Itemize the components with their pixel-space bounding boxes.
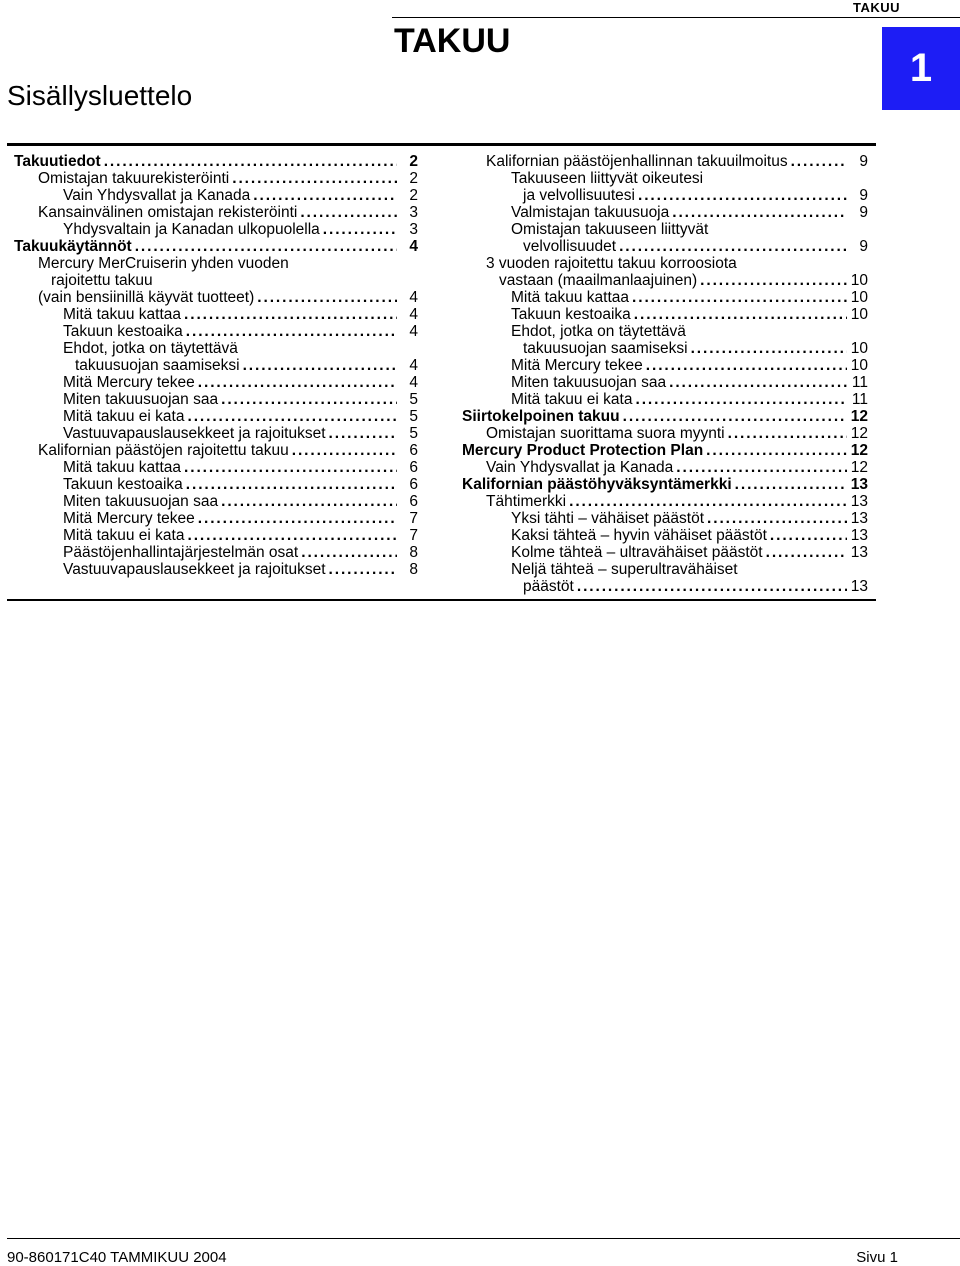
toc-entry-title: Takuuseen liittyvät oikeutesi	[511, 170, 704, 187]
toc-entry-page: 13	[850, 476, 868, 493]
toc-entry[interactable]	[14, 459, 418, 476]
toc-leader-dots	[186, 323, 397, 340]
toc-entry[interactable]	[14, 153, 418, 170]
toc-entry[interactable]	[462, 357, 868, 374]
toc-leader-dots	[221, 493, 397, 510]
toc-entry[interactable]	[462, 204, 868, 221]
toc-entry[interactable]	[462, 425, 868, 442]
footer-document-code: 90-860171C40 TAMMIKUU 2004	[7, 1249, 227, 1266]
toc-entry-title: takuusuojan saamiseksi	[75, 357, 240, 374]
toc-entry-page: 8	[409, 544, 418, 561]
toc-entry[interactable]	[462, 442, 868, 459]
toc-entry[interactable]	[462, 187, 868, 204]
toc-entry-page: 6	[409, 476, 418, 493]
toc-leader-dots	[301, 544, 397, 561]
toc-leader-dots	[707, 510, 847, 527]
toc-entry[interactable]	[14, 493, 418, 510]
toc-entry-page: 4	[409, 374, 418, 391]
toc-entry-title: Mercury MerCruiserin yhden vuoden	[38, 255, 289, 272]
toc-entry-page: 11	[851, 391, 868, 408]
document-title: TAKUU	[394, 22, 511, 60]
footer-page-number: Sivu 1	[856, 1249, 898, 1266]
toc-entry[interactable]	[14, 510, 418, 527]
toc-entry-page: 12	[850, 459, 868, 476]
toc-entry[interactable]	[14, 221, 418, 238]
toc-entry-page: 9	[859, 204, 868, 221]
toc-entry[interactable]	[462, 153, 868, 170]
toc-entry-title: Vain Yhdysvallat ja Kanada	[486, 459, 674, 476]
toc-entry[interactable]	[462, 544, 868, 561]
toc-entry-title: Omistajan takuurekisteröinti	[38, 170, 230, 187]
toc-leader-dots	[619, 238, 847, 255]
toc-leader-dots	[770, 527, 847, 544]
toc-entry-title: Mitä Mercury tekee	[63, 374, 195, 391]
toc-entry[interactable]	[462, 170, 868, 187]
toc-entry-page: 10	[850, 340, 868, 357]
toc-leader-dots	[232, 170, 397, 187]
toc-entry[interactable]	[14, 561, 418, 578]
toc-leader-dots	[187, 408, 397, 425]
toc-entry-title: velvollisuudet	[523, 238, 617, 255]
toc-right-column	[462, 153, 868, 595]
toc-entry[interactable]	[14, 204, 418, 221]
toc-entry[interactable]	[14, 170, 418, 187]
toc-entry-page: 5	[409, 408, 418, 425]
toc-entry-page: 10	[850, 289, 868, 306]
toc-entry-title: Miten takuusuojan saa	[63, 391, 219, 408]
toc-leader-dots	[104, 153, 397, 170]
toc-entry-title: Kalifornian päästöhyväksyntämerkki	[462, 476, 732, 493]
toc-entry-page: 4	[409, 238, 418, 255]
toc-entry-page: 12	[850, 408, 868, 425]
toc-leader-dots	[791, 153, 847, 170]
toc-leader-dots	[700, 272, 847, 289]
toc-leader-dots	[198, 374, 397, 391]
toc-entry-page: 4	[409, 306, 418, 323]
toc-entry-page: 3	[409, 221, 418, 238]
toc-leader-dots	[253, 187, 397, 204]
toc-entry[interactable]	[462, 289, 868, 306]
toc-entry-title: Mitä takuu ei kata	[511, 391, 633, 408]
toc-entry-title: Miten takuusuojan saa	[63, 493, 219, 510]
toc-entry-title: päästöt	[523, 578, 574, 595]
toc-entry-title: Takuukäytännöt	[14, 238, 132, 255]
toc-entry-title: rajoitettu takuu	[51, 272, 153, 289]
toc-entry-title: Kansainvälinen omistajan rekisteröinti	[38, 204, 298, 221]
running-header-label: TAKUU	[852, 0, 900, 15]
toc-entry-title: Mitä takuu kattaa	[511, 289, 630, 306]
toc-entry-title: Ehdot, jotka on täytettävä	[63, 340, 238, 357]
toc-entry-page: 7	[409, 510, 418, 527]
toc-entry-page: 13	[850, 578, 868, 595]
toc-entry[interactable]	[462, 391, 868, 408]
toc-entry-page: 2	[409, 153, 418, 170]
toc-leader-dots	[735, 476, 847, 493]
toc-leader-dots	[221, 391, 397, 408]
toc-leader-dots	[623, 408, 847, 425]
toc-leader-dots	[669, 374, 847, 391]
toc-entry[interactable]	[462, 221, 868, 238]
toc-entry[interactable]	[14, 238, 418, 255]
toc-title: Sisällysluettelo	[7, 80, 193, 111]
toc-entry-page: 4	[409, 289, 418, 306]
toc-entry-title: Yksi tähti – vähäiset päästöt	[511, 510, 705, 527]
toc-entry[interactable]	[462, 255, 868, 272]
toc-entry[interactable]	[14, 306, 418, 323]
toc-entry-title: Mitä takuu kattaa	[63, 306, 182, 323]
toc-entry-title: 3 vuoden rajoitettu takuu korroosiota	[486, 255, 737, 272]
toc-entry-title: Kolme tähteä – ultravähäiset päästöt	[511, 544, 763, 561]
toc-leader-dots	[635, 391, 847, 408]
toc-entry[interactable]	[462, 459, 868, 476]
chapter-tab: 1	[882, 27, 960, 110]
toc-entry-title: Vastuuvapauslausekkeet ja rajoitukset	[63, 561, 326, 578]
toc-left-column	[14, 153, 418, 578]
toc-entry-title: Takuutiedot	[14, 153, 101, 170]
toc-entry-page: 6	[409, 493, 418, 510]
toc-leader-dots	[728, 425, 847, 442]
toc-entry[interactable]	[14, 187, 418, 204]
toc-entry-page: 13	[850, 510, 868, 527]
toc-entry[interactable]	[462, 323, 868, 340]
toc-entry-title: Valmistajan takuusuoja	[511, 204, 670, 221]
toc-entry-page: 12	[850, 425, 868, 442]
toc-leader-dots	[676, 459, 847, 476]
toc-entry-page: 2	[409, 187, 418, 204]
toc-entry-title: Yhdysvaltain ja Kanadan ulkopuolella	[63, 221, 320, 238]
toc-leader-dots	[184, 306, 397, 323]
toc-entry-title: Kalifornian päästöjenhallinnan takuuilmoitus	[486, 153, 788, 170]
toc-entry-title: Siirtokelpoinen takuu	[462, 408, 620, 425]
toc-entry-page: 4	[409, 323, 418, 340]
toc-entry-page: 5	[409, 391, 418, 408]
toc-leader-dots	[243, 357, 397, 374]
toc-entry-page: 13	[850, 493, 868, 510]
toc-entry[interactable]	[462, 272, 868, 289]
toc-entry-title: Mitä Mercury tekee	[511, 357, 643, 374]
toc-leader-dots	[257, 289, 397, 306]
toc-leader-dots	[329, 561, 397, 578]
toc-leader-dots	[638, 187, 847, 204]
toc-entry[interactable]	[462, 510, 868, 527]
toc-bottom-rule	[7, 599, 876, 601]
toc-entry[interactable]	[462, 561, 868, 578]
toc-leader-dots	[135, 238, 397, 255]
toc-entry-title: vastaan (maailmanlaajuinen)	[499, 272, 698, 289]
toc-entry[interactable]	[462, 527, 868, 544]
toc-leader-dots	[186, 476, 397, 493]
toc-entry[interactable]	[14, 374, 418, 391]
toc-entry[interactable]	[14, 357, 418, 374]
toc-entry-title: Mercury Product Protection Plan	[462, 442, 704, 459]
toc-leader-dots	[292, 442, 397, 459]
toc-entry-page: 10	[850, 357, 868, 374]
toc-entry[interactable]	[14, 408, 418, 425]
toc-leader-dots	[323, 221, 397, 238]
toc-entry-title: Mitä Mercury tekee	[63, 510, 195, 527]
toc-entry[interactable]	[14, 272, 418, 289]
footer-rule	[7, 1238, 960, 1239]
toc-entry-page: 9	[859, 187, 868, 204]
toc-entry[interactable]	[14, 425, 418, 442]
toc-entry-title: Päästöjenhallintajärjestelmän osat	[63, 544, 299, 561]
toc-entry-page: 7	[409, 527, 418, 544]
toc-entry[interactable]	[462, 493, 868, 510]
toc-entry-title: ja velvollisuutesi	[523, 187, 635, 204]
toc-entry-page: 10	[850, 306, 868, 323]
toc-entry-title: Vain Yhdysvallat ja Kanada	[63, 187, 251, 204]
toc-leader-dots	[569, 493, 847, 510]
toc-entry-title: Tähtimerkki	[486, 493, 567, 510]
toc-leader-dots	[198, 510, 397, 527]
toc-entry-title: Kalifornian päästöjen rajoitettu takuu	[38, 442, 289, 459]
toc-entry-title: Mitä takuu ei kata	[63, 408, 185, 425]
toc-entry-title: Takuun kestoaika	[63, 323, 183, 340]
toc-entry-title: Omistajan takuuseen liittyvät	[511, 221, 709, 238]
toc-entry-page: 12	[850, 442, 868, 459]
toc-leader-dots	[300, 204, 397, 221]
toc-leader-dots	[187, 527, 397, 544]
toc-entry-title: Ehdot, jotka on täytettävä	[511, 323, 686, 340]
toc-entry-page: 13	[850, 544, 868, 561]
toc-entry[interactable]	[462, 476, 868, 493]
toc-entry-title: Mitä takuu kattaa	[63, 459, 182, 476]
toc-entry[interactable]	[462, 340, 868, 357]
toc-entry-title: Vastuuvapauslausekkeet ja rajoitukset	[63, 425, 326, 442]
toc-leader-dots	[329, 425, 397, 442]
toc-entry-page: 6	[409, 442, 418, 459]
toc-entry-page: 9	[859, 153, 868, 170]
toc-entry-title: (vain bensiinillä käyvät tuotteet)	[38, 289, 255, 306]
toc-leader-dots	[577, 578, 847, 595]
toc-entry-title: Mitä takuu ei kata	[63, 527, 185, 544]
header-rule	[392, 17, 960, 18]
toc-entry-page: 6	[409, 459, 418, 476]
toc-entry-page: 11	[851, 374, 868, 391]
toc-leader-dots	[634, 306, 847, 323]
toc-entry[interactable]	[14, 544, 418, 561]
toc-entry-title: Miten takuusuojan saa	[511, 374, 667, 391]
toc-entry-page: 4	[409, 357, 418, 374]
toc-entry-page: 3	[409, 204, 418, 221]
toc-leader-dots	[632, 289, 847, 306]
toc-entry-page: 9	[859, 238, 868, 255]
toc-entry[interactable]	[14, 255, 418, 272]
toc-entry[interactable]	[462, 408, 868, 425]
toc-entry-title: Takuun kestoaika	[63, 476, 183, 493]
toc-entry-page: 2	[409, 170, 418, 187]
toc-leader-dots	[691, 340, 847, 357]
toc-leader-dots	[706, 442, 847, 459]
toc-top-rule	[7, 143, 876, 146]
toc-entry-title: takuusuojan saamiseksi	[523, 340, 688, 357]
toc-entry[interactable]	[462, 306, 868, 323]
toc-entry-title: Kaksi tähteä – hyvin vähäiset päästöt	[511, 527, 767, 544]
toc-entry-title: Omistajan suorittama suora myynti	[486, 425, 725, 442]
toc-entry[interactable]	[14, 323, 418, 340]
toc-entry[interactable]	[462, 578, 868, 595]
toc-leader-dots	[672, 204, 847, 221]
toc-entry[interactable]	[14, 340, 418, 357]
toc-entry-page: 5	[409, 425, 418, 442]
toc-leader-dots	[646, 357, 847, 374]
toc-entry-page: 10	[850, 272, 868, 289]
toc-entry[interactable]	[14, 391, 418, 408]
toc-entry-title: Neljä tähteä – superultravähäiset	[511, 561, 738, 578]
toc-entry[interactable]	[14, 476, 418, 493]
toc-entry-page: 13	[850, 527, 868, 544]
toc-entry-title: Takuun kestoaika	[511, 306, 631, 323]
toc-leader-dots	[766, 544, 847, 561]
toc-entry[interactable]	[14, 442, 418, 459]
toc-entry[interactable]	[14, 289, 418, 306]
toc-leader-dots	[184, 459, 397, 476]
toc-entry[interactable]	[462, 374, 868, 391]
toc-entry[interactable]	[14, 527, 418, 544]
toc-entry-page: 8	[409, 561, 418, 578]
toc-entry[interactable]	[462, 238, 868, 255]
